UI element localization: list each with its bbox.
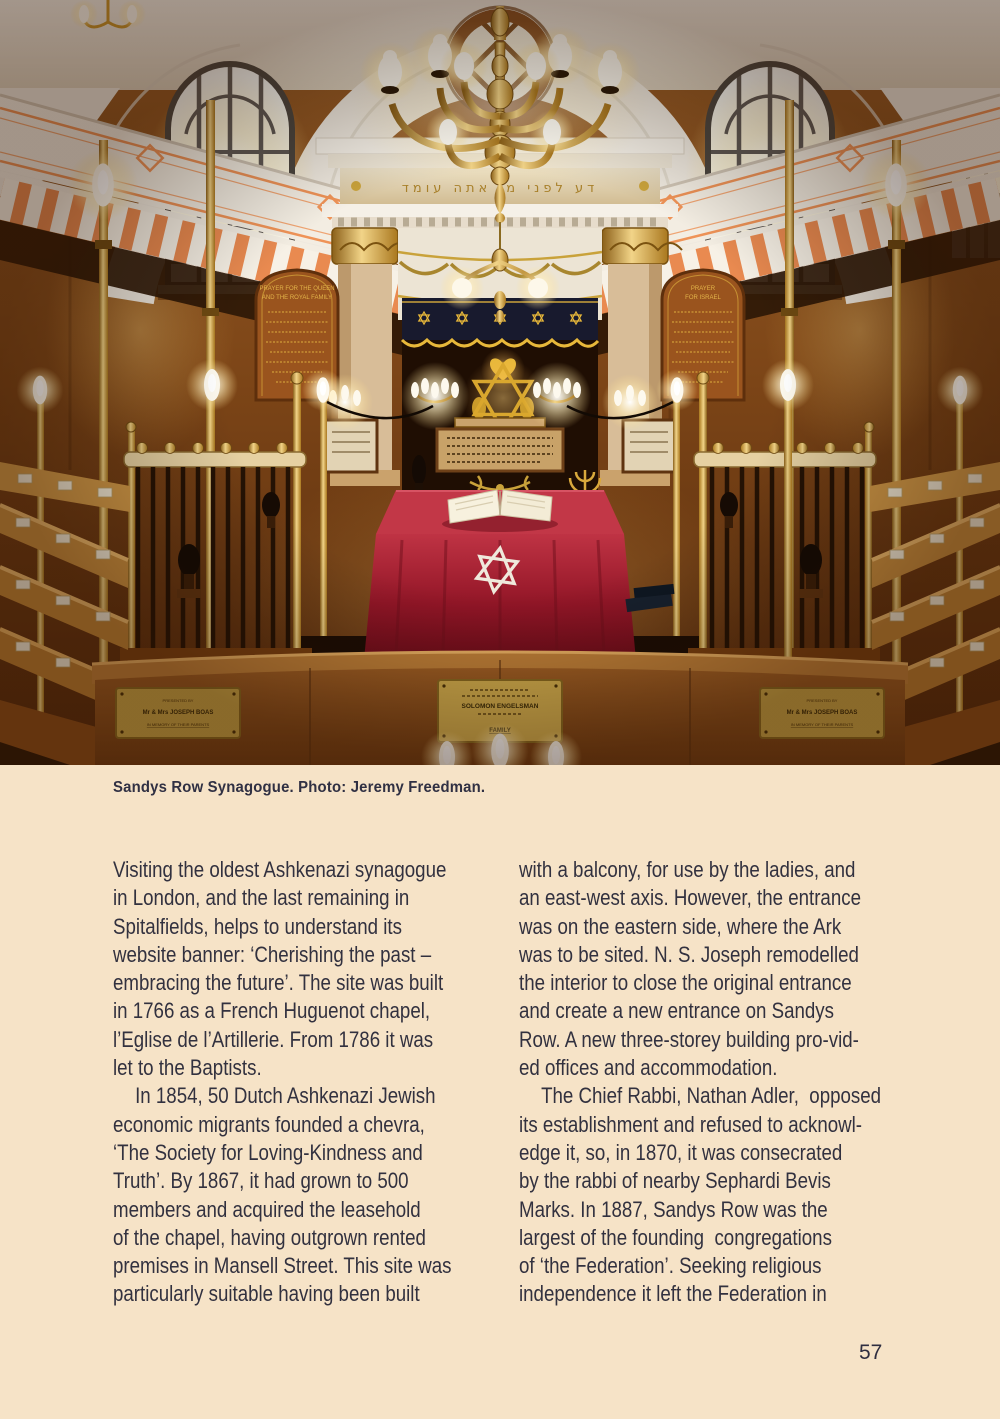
text-line: embracing the future’. The site was built xyxy=(113,970,444,996)
text-line: Truth’. By 1867, it had grown to 500 xyxy=(113,1168,409,1194)
text-line: in 1766 as a French Huguenot chapel, xyxy=(113,998,431,1024)
text-line: In 1854, 50 Dutch Ashkenazi Jewish xyxy=(135,1083,436,1109)
text-line: independence it left the Federation in xyxy=(519,1281,827,1307)
text-line: the interior to close the original entrance xyxy=(519,970,852,996)
text-line: of ‘the Federation’. Seeking religious xyxy=(519,1253,822,1279)
photo-caption: Sandys Row Synagogue. Photo: Jeremy Freedman. xyxy=(113,779,486,796)
text-line: Visiting the oldest Ashkenazi synagogue xyxy=(113,857,447,882)
text-line: premises in Mansell Street. This site was xyxy=(113,1253,452,1279)
text-line: with a balcony, for use by the ladies, and xyxy=(519,857,856,882)
text-line: its establishment and refused to acknowl- xyxy=(519,1111,863,1137)
text-line: edge it, so, in 1870, it was consecrated xyxy=(519,1139,843,1165)
text-line: particularly suitable having been built xyxy=(113,1281,420,1307)
text-line: in London, and the last remaining in xyxy=(113,885,410,911)
text-line: Marks. In 1887, Sandys Row was the xyxy=(519,1196,828,1222)
text-line: ed offices and accommodation. xyxy=(519,1055,778,1081)
text-line: largest of the founding congregations xyxy=(519,1224,832,1250)
text-line: of the chapel, having outgrown rented xyxy=(113,1224,426,1250)
text-line: l’Eglise de l’Artillerie. From 1786 it was xyxy=(113,1026,434,1052)
article-column-left xyxy=(113,856,513,1309)
text-line: Row. A new three-storey building pro-vid- xyxy=(519,1026,859,1052)
text-line: let to the Baptists. xyxy=(113,1055,262,1081)
text-line: by the rabbi of nearby Sephardi Bevis xyxy=(519,1168,831,1194)
text-line: was on the eastern side, where the Ark xyxy=(519,913,842,939)
text-line: Spitalfields, helps to understand its xyxy=(113,913,402,939)
article-column-right xyxy=(519,856,919,1309)
text-line: and create a new entrance on Sandys xyxy=(519,998,835,1024)
text-line: members and acquired the leasehold xyxy=(113,1196,421,1222)
text-line: website banner: ‘Cherishing the past – xyxy=(113,941,432,967)
page-number: 57 xyxy=(859,1341,883,1364)
text-line: The Chief Rabbi, Nathan Adler, opposed xyxy=(541,1083,882,1109)
text-line: economic migrants founded a chevra, xyxy=(113,1111,425,1137)
text-line: was to be sited. N. S. Joseph remodelled xyxy=(519,941,859,967)
text-line: an east-west axis. However, the entrance xyxy=(519,885,861,911)
text-line: ‘The Society for Loving-Kindness and xyxy=(113,1139,423,1165)
